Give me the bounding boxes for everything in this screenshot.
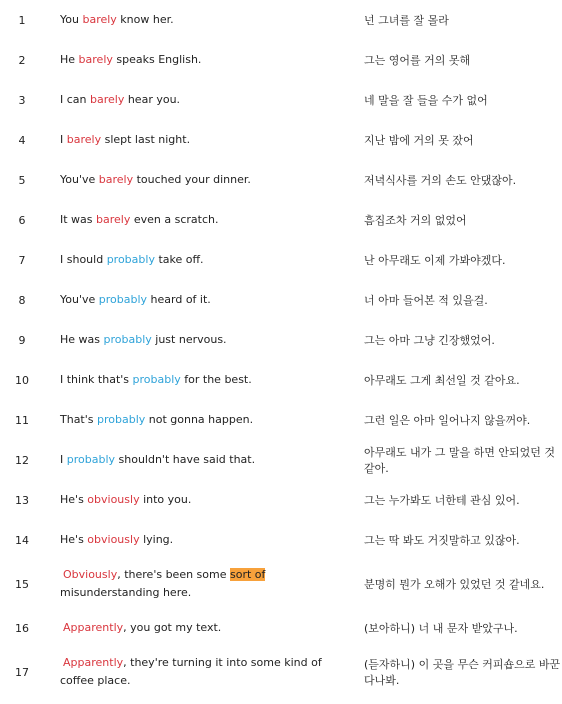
- english-sentence: You've barely touched your dinner.: [60, 173, 251, 186]
- korean-translation: (듣자하니) 이 곳을 무슨 커피숍으로 바꾼다나봐.: [364, 658, 561, 687]
- table-row: [0, 608, 562, 648]
- english-sentence: That's probably not gonna happen.: [60, 413, 254, 426]
- english-sentence: He barely speaks English.: [60, 53, 202, 66]
- row-number: 4: [18, 133, 26, 147]
- table-row: [0, 240, 562, 280]
- keyword: obviously: [87, 533, 140, 546]
- korean-translation: 그는 아마 그냥 긴장했었어.: [364, 334, 495, 347]
- korean-translation: 그는 영어를 거의 못해: [364, 54, 471, 67]
- english-sentence: I think that's probably for the best.: [60, 373, 252, 386]
- english-sentence: He was probably just nervous.: [60, 333, 227, 346]
- keyword: Obviously: [63, 568, 118, 581]
- row-number: 17: [15, 665, 29, 679]
- keyword: Apparently: [63, 621, 124, 634]
- english-sentence: Apparently, they're turning it into some kind of coffee place.: [60, 656, 322, 687]
- english-sentence: It was barely even a scratch.: [60, 213, 219, 226]
- english-sentence: He's obviously lying.: [60, 533, 174, 546]
- korean-translation: 지난 밤에 거의 못 잤어: [364, 134, 474, 147]
- english-sentence: I probably shouldn't have said that.: [60, 453, 256, 466]
- keyword: barely: [98, 173, 134, 186]
- keyword: probably: [106, 253, 155, 266]
- keyword: probably: [132, 373, 181, 386]
- row-number: 14: [15, 533, 29, 547]
- row-number: 1: [18, 13, 26, 27]
- english-sentence: He's obviously into you.: [60, 493, 192, 506]
- row-number: 15: [15, 577, 29, 591]
- table-row: [0, 120, 562, 160]
- korean-translation: 난 아무래도 이제 가봐야겠다.: [364, 254, 506, 267]
- table-row: [0, 280, 562, 320]
- korean-translation: 흠집조차 거의 없었어: [364, 214, 467, 227]
- keyword: barely: [96, 213, 131, 226]
- table-row: [0, 80, 562, 120]
- row-number: 8: [18, 293, 26, 307]
- keyword: probably: [97, 413, 146, 426]
- korean-translation: 아무래도 내가 그 말을 하면 안되었던 것 같아.: [364, 446, 555, 475]
- row-number: 6: [18, 213, 26, 227]
- row-number: 7: [18, 253, 26, 267]
- korean-translation: 저녁식사를 거의 손도 안댔잖아.: [364, 174, 517, 187]
- korean-translation: 그는 누가봐도 너한테 관심 있어.: [364, 494, 520, 507]
- english-sentence: I should probably take off.: [60, 253, 204, 266]
- row-number: 11: [15, 413, 29, 427]
- table-row: [0, 200, 562, 240]
- row-number: 12: [15, 453, 29, 467]
- table-row: [0, 360, 562, 400]
- row-number: 13: [15, 493, 29, 507]
- korean-translation: 분명히 뭔가 오해가 있었던 것 같네요.: [364, 578, 545, 591]
- keyword: barely: [90, 93, 125, 106]
- row-number: 5: [18, 173, 26, 187]
- keyword: barely: [82, 13, 117, 26]
- korean-translation: (보아하니) 너 내 문자 받았구나.: [364, 622, 518, 635]
- keyword: barely: [66, 133, 102, 146]
- table-row: [0, 440, 562, 480]
- table-row: [0, 480, 562, 520]
- korean-translation: 넌 그녀를 잘 몰라: [364, 14, 449, 27]
- korean-translation: 네 말을 잘 들을 수가 없어: [364, 94, 488, 107]
- row-number: 9: [18, 333, 26, 347]
- english-sentence: You've probably heard of it.: [60, 293, 211, 306]
- table-row: [0, 160, 562, 200]
- row-number: 3: [18, 93, 26, 107]
- table-row: [0, 400, 562, 440]
- table-row: [0, 560, 562, 608]
- highlighted-phrase: sort of: [230, 568, 266, 581]
- table-row: [0, 320, 562, 360]
- korean-translation: 아무래도 그게 최선일 것 같아요.: [364, 374, 520, 387]
- korean-translation: 그런 일은 아마 일어나지 않을꺼야.: [364, 414, 531, 427]
- english-sentence: Obviously, there's been some sort of misunderstanding here.: [60, 568, 266, 599]
- row-number: 10: [15, 373, 29, 387]
- keyword: obviously: [87, 493, 140, 506]
- english-sentence: I barely slept last night.: [60, 133, 191, 146]
- korean-translation: 그는 딱 봐도 거짓말하고 있잖아.: [364, 534, 520, 547]
- keyword: probably: [98, 293, 148, 306]
- english-sentence: Apparently, you got my text.: [44, 608, 360, 648]
- table-row: [0, 520, 562, 560]
- keyword: probably: [103, 333, 152, 346]
- row-number: 16: [15, 621, 29, 635]
- row-number: 2: [18, 53, 26, 67]
- english-sentence: You barely know her.: [60, 13, 174, 26]
- keyword: barely: [78, 53, 113, 66]
- keyword: probably: [66, 453, 116, 466]
- table-row: [0, 648, 562, 696]
- keyword: Apparently: [63, 656, 124, 669]
- korean-translation: 너 아마 들어본 적 있을걸.: [364, 294, 488, 307]
- table-row: [0, 40, 562, 80]
- table-row: [0, 0, 562, 40]
- english-sentence: I can barely hear you.: [60, 93, 181, 106]
